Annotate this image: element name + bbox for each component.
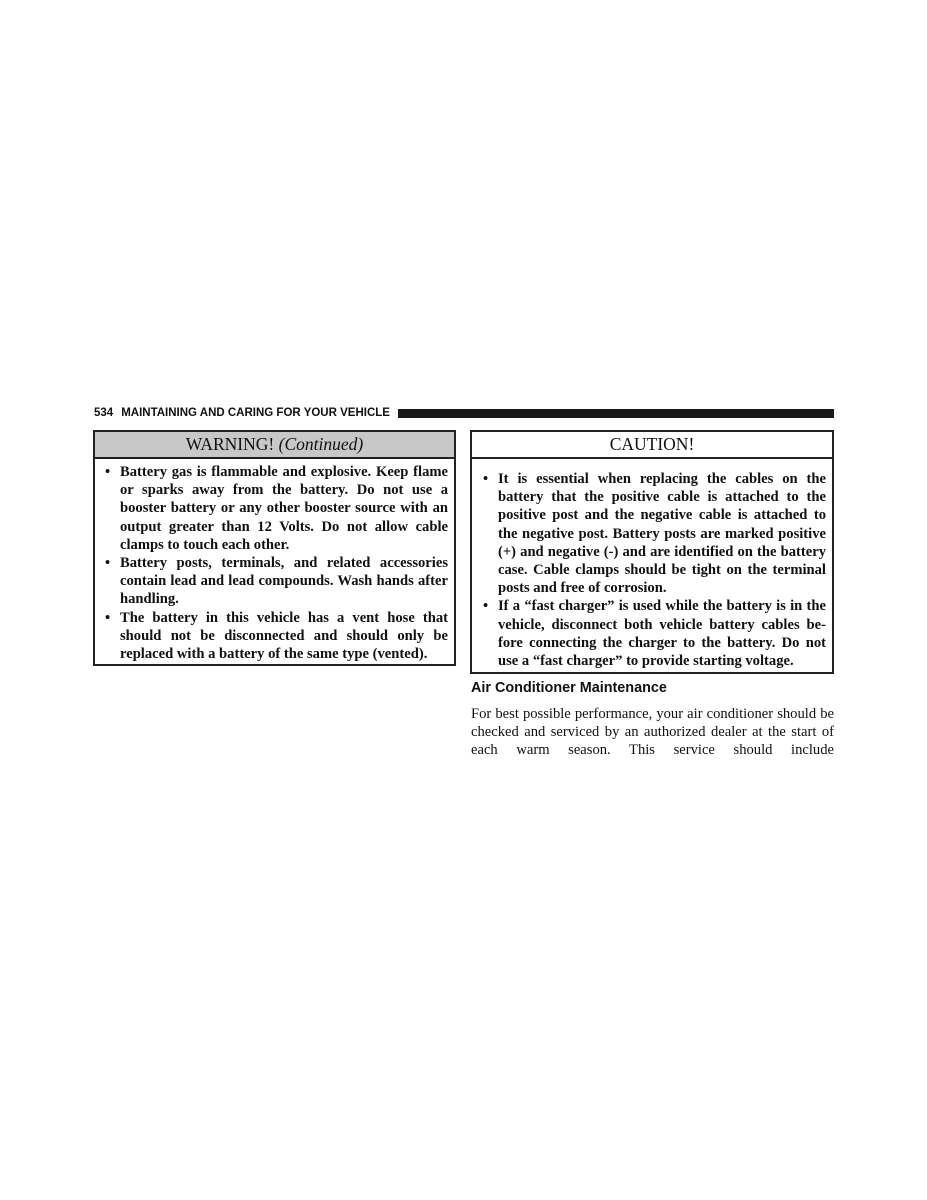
bullet-icon: • <box>105 555 111 572</box>
section-title: MAINTAINING AND CARING FOR YOUR VEHICLE <box>121 407 390 419</box>
warning-title-main: WARNING! <box>185 434 275 454</box>
bullet-icon: • <box>105 464 111 480</box>
list-item: • If a “fast charger” is used while the battery is in the vehicle, disconnect both vehicle battery cables be-fore connecting the charger to the battery. Do not use a “fast charger” to provide starting voltage. <box>483 598 826 670</box>
body-paragraph: For best possible performance, your air conditioner should be checked and serviced by an authorized dealer at the start of each warm season. This service should include <box>471 706 834 759</box>
list-item: • The battery in this vehicle has a vent hose that should not be disconnected and should only be replaced with a battery of the same type (vented). <box>105 609 448 663</box>
bullet-icon: • <box>483 598 489 615</box>
warning-box <box>93 430 456 666</box>
page-number: 534 <box>94 407 114 419</box>
caution-box <box>470 430 834 674</box>
bullet-icon: • <box>105 609 111 626</box>
warning-list <box>95 459 454 663</box>
header-rule <box>398 409 834 418</box>
warning-title <box>95 432 454 459</box>
section-heading: Air Conditioner Maintenance <box>471 680 667 696</box>
list-item: • Battery gas is flammable and explosive. Keep flame or sparks away from the battery. Do not use a booster battery or any other booster source with an output greater than 12 Volts. Do not allow cable clamps to touch each other. <box>105 464 448 553</box>
list-item: • It is essential when replacing the cables on the battery that the positive cable is attached to the positive post and the negative cable is attached to the negative post. Battery posts are marked positive (+) and negative (-) and are identified on the battery case. Cable clamps should be tight on the terminal posts and free of corrosion. <box>483 471 826 597</box>
caution-list <box>472 459 832 670</box>
bullet-icon: • <box>483 471 489 487</box>
running-header <box>94 404 834 422</box>
warning-title-sub: (Continued) <box>278 434 364 454</box>
list-item: • Battery posts, terminals, and related accessories contain lead and lead compounds. Wash hands after handling. <box>105 555 448 608</box>
caution-title: CAUTION! <box>472 432 832 459</box>
